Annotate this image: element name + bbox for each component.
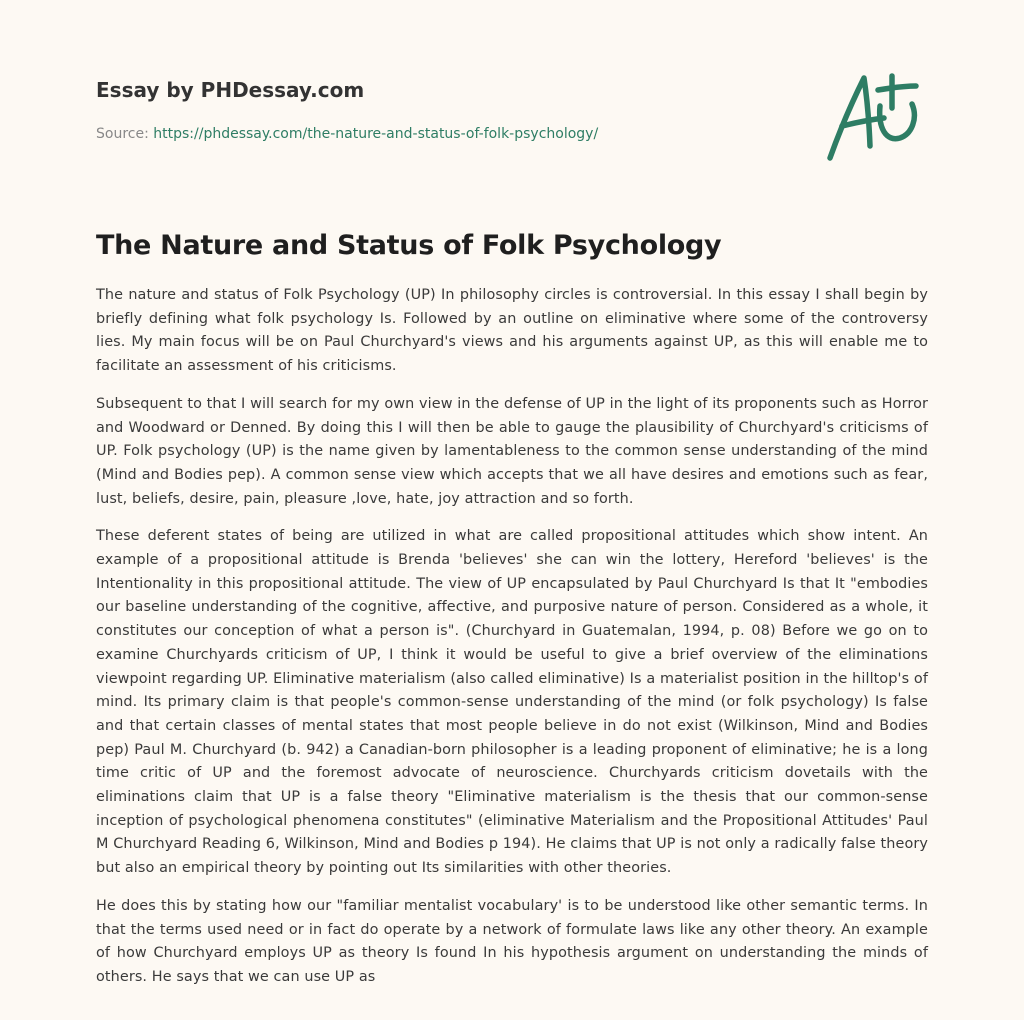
site-header (96, 74, 796, 142)
site-title: Essay by PHDessay.com (96, 78, 365, 102)
source-label: Source: (96, 126, 149, 142)
essay-paragraph: These deferent states of being are utilized in what are called propositional attitudes which show intent. An example of a propositional attitude is Brenda 'believes' she can win the lottery, Hereford 'believes' is the Intentionality in this propositional attitude. The view of UP encapsulated by Paul Churchyard Is that It "embodies our baseline understanding of the cognitive, affective, and purposive nature of person. Considered as a whole, it constitutes our conception of what a person is". (Churchyard in Guatemalan, 1994, p. 08) Before we go on to examine Churchyards criticism of UP, I think it would be useful to give a brief overview of the eliminations viewpoint regarding UP. Eliminative materialism (also called eliminative) Is a materialist position in the hilltop's of mind. Its primary claim is that people's common-sense understanding of the mind (or folk psychology) Is false and that certain classes of mental states that most people believe in do not exist (Wilkinson, Mind and Bodies pep) Paul M. Churchyard (b. 942) a Canadian-born philosopher is a leading proponent of eliminative; he is a long time critic of UP and the foremost advocate of neuroscience. Churchyards criticism dovetails with the eliminations claim that UP is a false theory "Eliminative materialism is the thesis that our common-sense inception of psychological phenomena constitutes" (eliminative Materialism and the Propositional Attitudes' Paul M Churchyard Reading 6, Wilkinson, Mind and Bodies p 194). He claims that UP is not only a radically false theory but also an empirical theory by pointing out Its similarities with other theories. (96, 528, 928, 877)
page-title: The Nature and Status of Folk Psychology (96, 230, 722, 261)
a-plus-logo-icon (824, 68, 928, 164)
essay-paragraph: He does this by stating how our "familiar mentalist vocabulary' is to be understood like other semantic terms. In that the terms used need or in fact do operate by a network of formulate laws like any other theory. An example of how Churchyard employs UP as theory Is found In his hypothesis argument on understanding the minds of others. He says that we can use UP as (96, 897, 928, 985)
essay-paragraph: Subsequent to that I will search for my own view in the defense of UP in the light of its proponents such as Horror and Woodward or Denned. By doing this I will then be able to gauge the plausibility of Churchyard's criticisms of UP. Folk psychology (UP) is the name given by lamentableness to the common sense understanding of the mind (Mind and Bodies pep). A common sense view which accepts that we all have desires and emotions such as fear, lust, beliefs, desire, pain, pleasure ,love, hate, joy attraction and so forth. (96, 395, 928, 507)
essay-paragraph: The nature and status of Folk Psychology (UP) In philosophy circles is controversial. In this essay I shall begin by briefly defining what folk psychology Is. Followed by an outline on eliminative where some of the controversy lies. My main focus will be on Paul Churchyard's views and his arguments against UP, as this will enable me to facilitate an assessment of his criticisms. (96, 287, 928, 375)
essay-body (96, 284, 928, 1004)
source-link[interactable]: https://phdessay.com/the-nature-and-status-of-folk-psychology/ (153, 126, 599, 142)
source-line (96, 124, 598, 144)
